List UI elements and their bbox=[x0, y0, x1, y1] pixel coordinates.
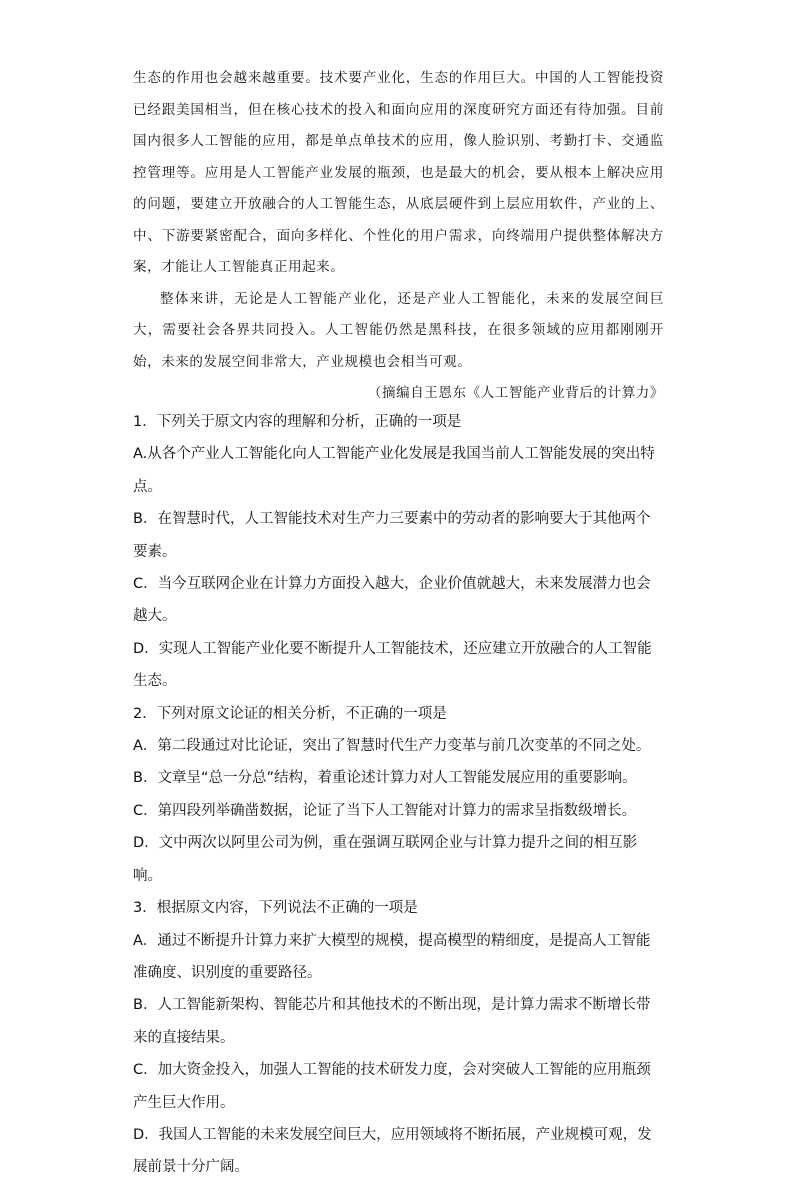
question-list bbox=[133, 406, 664, 1184]
reading-passage bbox=[133, 63, 664, 410]
question-3-option-a: A．通过不断提升计算力来扩大模型的规模，提高模型的精细度，是提高人工智能准确度、识别度的重要路径。 bbox=[133, 932, 651, 981]
question-2-option-b: B．文章呈“总一分总”结构，着重论述计算力对人工智能发展应用的重要影响。 bbox=[133, 770, 637, 787]
question-2-stem: 2．下列对原文论证的相关分析，不正确的一项是 bbox=[133, 705, 447, 722]
question-1-option-a: A.从各个产业人工智能化向人工智能产业化发展是我国当前人工智能发展的突出特点。 bbox=[133, 446, 655, 495]
question-3-option-c: C．加大资金投入，加强人工智能的技术研发力度，会对突破人工智能的应用瓶颈产生巨大作用。 bbox=[133, 1062, 651, 1111]
question-1-option-b: B．在智慧时代，人工智能技术对生产力三要素中的劳动者的影响要大于其他两个要素。 bbox=[133, 511, 651, 560]
passage-paragraph-1: 生态的作用也会越来越重要。技术要产业化，生态的作用巨大。中国的人工智能投资已经跟美国相当，但在核心技术的投入和面向应用的深度研究方面还有待加强。目前国内很多人工智能的应用，都是单点单技术的应用，像人脸识别、考勤打卡、交通监控管理等。应用是人工智能产业发展的瓶颈，也是最大的机会，要从根本上解决应用的问题，要建立开放融合的人工智能生态，从底层硬件到上层应用软件，产业的上、中、下游要紧密配合，面向多样化、个性化的用户需求，向终端用户提供整体解决方案，才能让人工智能真正用起来。 bbox=[133, 70, 664, 275]
question-1-option-c: C．当今互联网企业在计算力方面投入越大，企业价值就越大，未来发展潜力也会越大。 bbox=[133, 576, 651, 625]
question-1-stem: 1．下列关于原文内容的理解和分析，正确的一项是 bbox=[133, 414, 462, 430]
question-2-option-c: C．第四段列举确凿数据，论证了当下人工智能对计算力的需求呈指数级增长。 bbox=[133, 802, 637, 819]
question-3-option-d: D．我国人工智能的未来发展空间巨大，应用领域将不断拓展，产业规模可观，发展前景十分广阔。 bbox=[133, 1126, 652, 1176]
passage-paragraph-2: 整体来讲，无论是人工智能产业化，还是产业人工智能化，未来的发展空间巨大，需要社会各界共同投入。人工智能仍然是黑科技，在很多领域的应用都刚刚开始，未来的发展空间非常大，产业规模也会相当可观。 bbox=[133, 290, 664, 370]
question-3-option-b: B．人工智能新架构、智能芯片和其他技术的不断出现，是计算力需求不断增长带来的直接结果。 bbox=[133, 997, 651, 1046]
passage-source: （摘编自王恩东《人工智能产业背后的计算力》 bbox=[367, 385, 664, 401]
question-2-option-a: A．第二段通过对比论证，突出了智慧时代生产力变革与前几次变革的不同之处。 bbox=[133, 738, 651, 755]
question-1-option-d: D．实现人工智能产业化要不断提升人工智能技术，还应建立开放融合的人工智能生态。 bbox=[133, 640, 652, 690]
question-2-option-d: D．文中两次以阿里公司为例，重在强调互联网企业与计算力提升之间的相互影响。 bbox=[133, 835, 638, 884]
question-3-stem: 3．根据原文内容，下列说法不正确的一项是 bbox=[133, 900, 418, 917]
